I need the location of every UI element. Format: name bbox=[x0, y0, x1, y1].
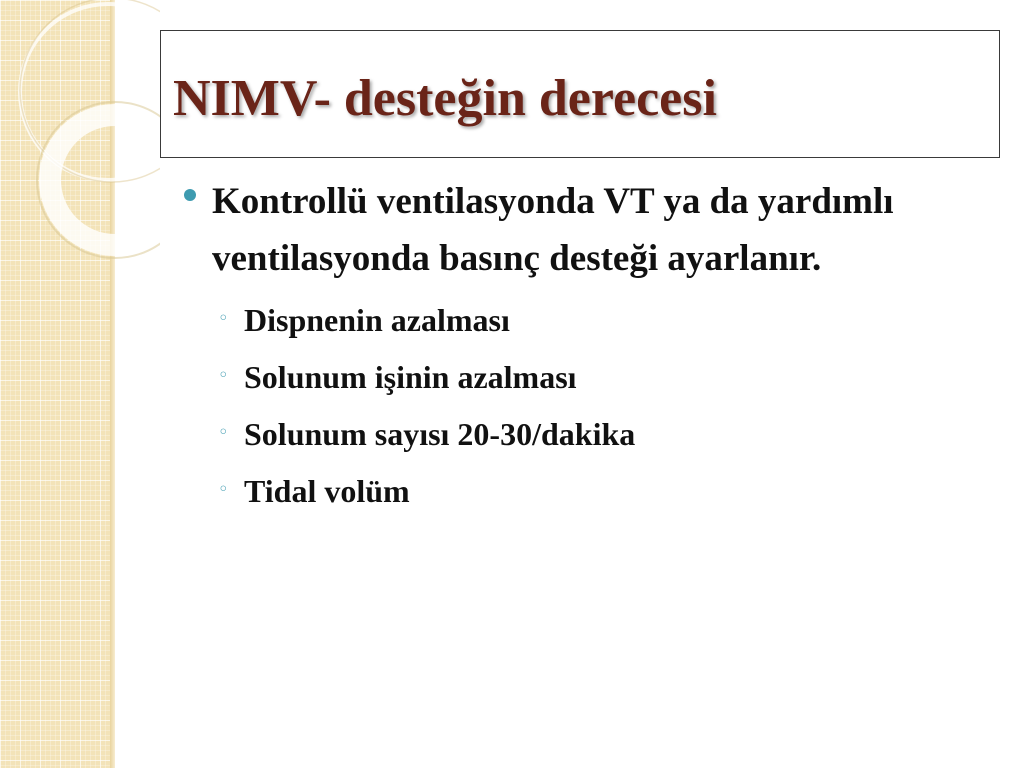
sub-bullet-item bbox=[214, 471, 984, 528]
slide-title: NIMV- desteğin derecesi bbox=[173, 70, 717, 127]
hollow-circle-bullet-icon: ◦ bbox=[218, 422, 229, 443]
sub-bullet-item bbox=[214, 414, 984, 471]
sub-bullet-text: Dispnenin azalması bbox=[244, 302, 510, 338]
sub-bullet-item bbox=[214, 357, 984, 414]
title-box bbox=[160, 30, 1000, 158]
sub-bullet-text: Solunum işinin azalması bbox=[244, 359, 577, 395]
sub-bullet-text: Solunum sayısı 20-30/dakika bbox=[244, 416, 636, 452]
hollow-circle-bullet-icon: ◦ bbox=[218, 365, 229, 386]
filled-circle-bullet-icon bbox=[184, 189, 196, 201]
slide-content bbox=[184, 173, 984, 528]
sub-bullet-item bbox=[214, 300, 984, 357]
decorative-rings bbox=[0, 0, 160, 260]
hollow-circle-bullet-icon: ◦ bbox=[218, 308, 229, 329]
sub-bullet-list bbox=[184, 300, 984, 528]
bullet-text: Kontrollü ventilasyonda VT ya da yardımlı ventilasyonda basınç desteği ayarlanır. bbox=[212, 181, 894, 279]
bullet-item bbox=[184, 173, 984, 287]
sub-bullet-text: Tidal volüm bbox=[244, 473, 410, 509]
hollow-circle-bullet-icon: ◦ bbox=[218, 479, 229, 500]
